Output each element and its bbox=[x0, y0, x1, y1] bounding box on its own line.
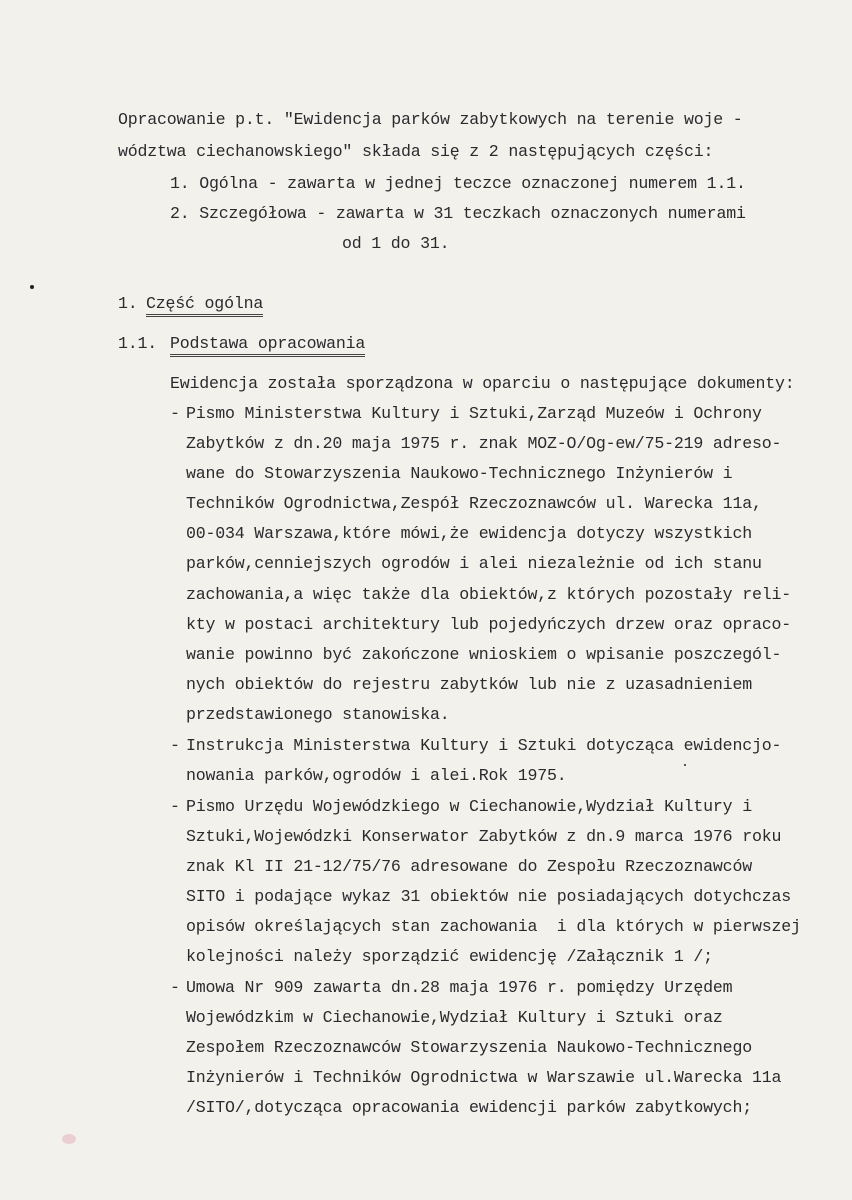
item-line: Zabytków z dn.20 maja 1975 r. znak MOZ-O/Og-ew/75-219 adreso- bbox=[186, 434, 782, 453]
item-line: parków,cenniejszych ogrodów i alei niezależnie od ich stanu bbox=[186, 554, 762, 573]
intro-list-item: 2. Szczegółowa - zawarta w 31 teczkach oznaczonych numerami bbox=[170, 204, 746, 223]
bullet-dash: - bbox=[170, 978, 180, 997]
intro-list-item: 1. Ogólna - zawarta w jednej teczce oznaczonej numerem 1.1. bbox=[170, 174, 746, 193]
item-line: Zespołem Rzeczoznawców Stowarzyszenia Naukowo-Technicznego bbox=[186, 1038, 752, 1057]
double-underline bbox=[146, 314, 263, 317]
intro-list-item: od 1 do 31. bbox=[342, 234, 450, 253]
section-number: 1. bbox=[118, 294, 138, 313]
bullet-dash: - bbox=[170, 797, 180, 816]
section-heading bbox=[146, 294, 263, 314]
intro-line: Opracowanie p.t. "Ewidencja parków zabytkowych na terenie woje - bbox=[118, 110, 743, 129]
item-line: Sztuki,Wojewódzki Konserwator Zabytków z dn.9 marca 1976 roku bbox=[186, 827, 782, 846]
subsection-title: Podstawa opracowania bbox=[170, 334, 366, 353]
subsection-heading bbox=[170, 334, 365, 354]
item-line: znak Kl II 21-12/75/76 adresowane do Zespołu Rzeczoznawców bbox=[186, 857, 752, 876]
item-line: opisów określających stan zachowania i dla których w pierwszej bbox=[186, 917, 801, 936]
intro-line: wództwa ciechanowskiego" składa się z 2 następujących części: bbox=[118, 142, 714, 161]
item-line: wanie powinno być zakończone wnioskiem o wpisanie poszczegól- bbox=[186, 645, 782, 664]
section-title: Część ogólna bbox=[146, 294, 264, 313]
item-line: nowania parków,ogrodów i alei.Rok 1975. bbox=[186, 766, 567, 785]
item-line: Umowa Nr 909 zawarta dn.28 maja 1976 r. pomiędzy Urzędem bbox=[186, 978, 733, 997]
item-line: wane do Stowarzyszenia Naukowo-Technicznego Inżynierów i bbox=[186, 464, 733, 483]
item-line: kty w postaci architektury lub pojedyńczych drzew oraz opraco- bbox=[186, 615, 791, 634]
item-line: /SITO/,dotycząca opracowania ewidencji parków zabytkowych; bbox=[186, 1098, 752, 1117]
item-line: Wojewódzkim w Ciechanowie,Wydział Kultury i Sztuki oraz bbox=[186, 1008, 723, 1027]
item-line: nych obiektów do rejestru zabytków lub nie z uzasadnieniem bbox=[186, 675, 752, 694]
item-line: kolejności należy sporządzić ewidencję /Załącznik 1 /; bbox=[186, 947, 713, 966]
item-line: Pismo Ministerstwa Kultury i Sztuki,Zarząd Muzeów i Ochrony bbox=[186, 404, 762, 423]
item-line: przedstawionego stanowiska. bbox=[186, 705, 450, 724]
bullet-dash: - bbox=[170, 404, 180, 423]
item-line: Instrukcja Ministerstwa Kultury i Sztuki dotycząca ewidencjo- bbox=[186, 736, 782, 755]
lead-sentence: Ewidencja została sporządzona w oparciu o następujące dokumenty: bbox=[170, 374, 795, 393]
ink-smudge bbox=[62, 1134, 76, 1144]
punch-mark bbox=[30, 285, 34, 289]
ink-dot bbox=[684, 764, 686, 766]
subsection-number: 1.1. bbox=[118, 334, 158, 353]
item-line: 00-034 Warszawa,które mówi,że ewidencja dotyczy wszystkich bbox=[186, 524, 752, 543]
item-line: Pismo Urzędu Wojewódzkiego w Ciechanowie,Wydział Kultury i bbox=[186, 797, 752, 816]
double-underline bbox=[170, 354, 365, 357]
bullet-dash: - bbox=[170, 736, 180, 755]
item-line: Inżynierów i Techników Ogrodnictwa w Warszawie ul.Warecka 11a bbox=[186, 1068, 782, 1087]
item-line: Techników Ogrodnictwa,Zespół Rzeczoznawców ul. Warecka 11a, bbox=[186, 494, 762, 513]
item-line: SITO i podające wykaz 31 obiektów nie posiadających dotychczas bbox=[186, 887, 791, 906]
item-line: zachowania,a więc także dla obiektów,z których pozostały reli- bbox=[186, 585, 791, 604]
